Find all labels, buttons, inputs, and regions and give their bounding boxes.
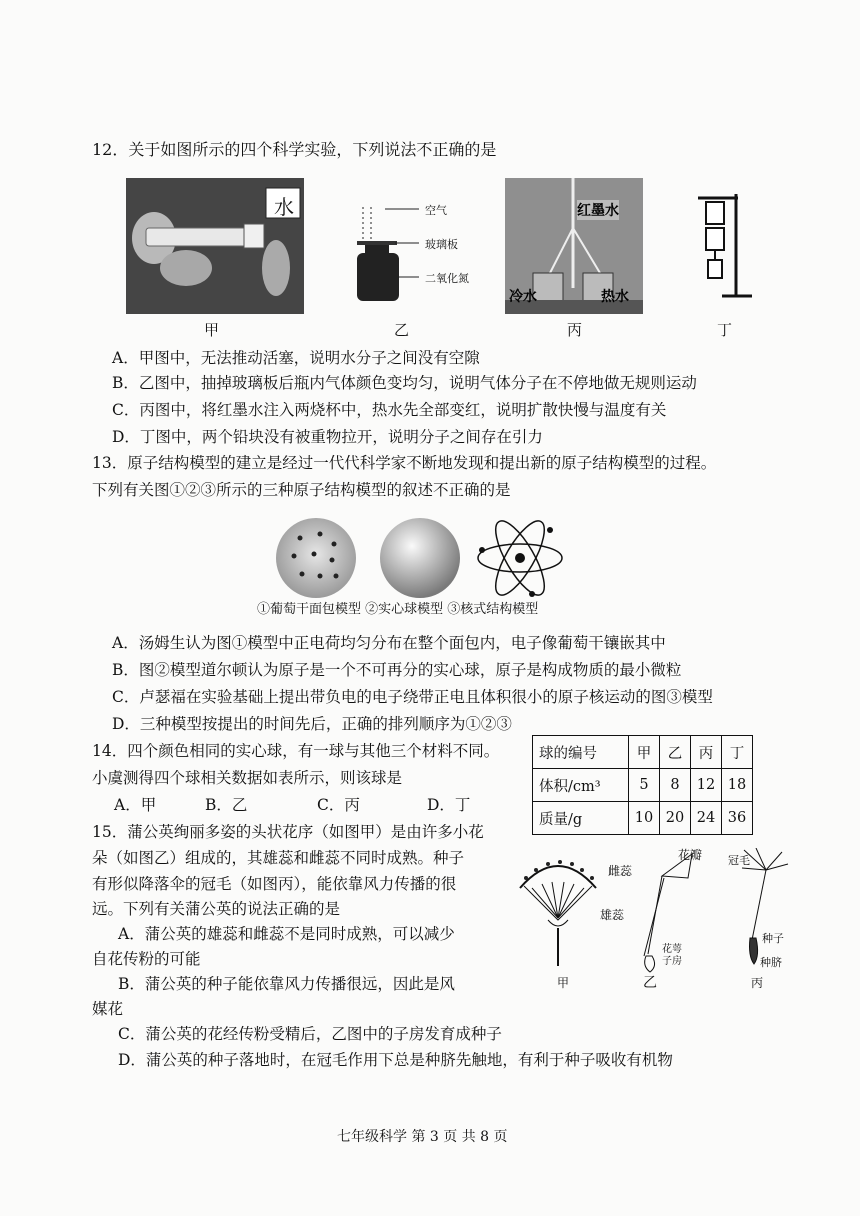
q15-stem-line4: 远。下列有关蒲公英的说法正确的是	[92, 900, 341, 918]
q15-option-d: D．蒲公英的种子落地时，在冠毛作用下总是种脐先触地，有利于种子吸收有机物	[118, 1051, 673, 1069]
q14-table-wrapper	[532, 735, 753, 835]
table-row	[533, 769, 753, 802]
q14-option-d: D．丁	[427, 796, 471, 814]
q13-caption: ①葡萄干面包模型 ②实心球模型 ③核式结构模型	[257, 602, 539, 617]
q12-option-c: C．丙图中，将红墨水注入两烧杯中，热水先全部变红，说明扩散快慢与温度有关	[112, 401, 667, 419]
q13-option-a: A．汤姆生认为图①模型中正电荷均匀分布在整个面包内，电子像葡萄干镶嵌其中	[112, 634, 666, 652]
table-header-cell: 丁	[722, 736, 753, 769]
q13-option-d: D．三种模型按提出的时间先后，正确的排列顺序为①②③	[112, 715, 512, 733]
table-cell: 24	[691, 802, 722, 835]
table-header-cell: 球的编号	[533, 736, 629, 769]
seed-label: 种子	[762, 932, 784, 945]
q13-stem-line1: 13．原子结构模型的建立是经过一代代科学家不断地发现和提出新的原子结构模型的过程。	[92, 454, 717, 472]
water-label: 水	[274, 195, 294, 219]
table-cell: 20	[660, 802, 691, 835]
q12-stem: 12．关于如图所示的四个科学实验，下列说法不正确的是	[92, 140, 497, 159]
table-header-cell: 乙	[660, 736, 691, 769]
air-label: 空气	[425, 204, 447, 217]
q15-option-b-line2: 媒花	[92, 1000, 124, 1018]
q12-figure-jia	[126, 178, 304, 314]
q15-stem-line1: 15．蒲公英绚丽多姿的头状花序（如图甲）是由许多小花	[92, 823, 484, 841]
q15-stem-line3: 有形似降落伞的冠毛（如图丙），能依靠风力传播的很	[92, 875, 457, 893]
q15-option-c: C．蒲公英的花经传粉受精后，乙图中的子房发育成种子	[118, 1025, 502, 1043]
q14-option-b: B．乙	[205, 796, 248, 814]
cold-water-label: 冷水	[509, 289, 537, 305]
table-row	[533, 802, 753, 835]
table-cell: 12	[691, 769, 722, 802]
q13-figure	[270, 516, 570, 600]
q15-option-b-line1: B．蒲公英的种子能依靠风力传播很远，因此是风	[118, 975, 455, 993]
ovary-label: 子房	[662, 956, 682, 967]
petal-label: 花瓣	[678, 848, 703, 862]
q14-data-table	[532, 735, 753, 835]
q12-label-yi: 乙	[394, 321, 410, 339]
q12-figure-bing	[505, 178, 643, 314]
q15-stem-line2: 朵（如图乙）组成的，其雄蕊和雌蕊不同时成熟。种子	[92, 849, 465, 867]
lead-blocks-diagram	[686, 192, 756, 302]
table-header-cell: 丙	[691, 736, 722, 769]
q14-option-a: A．甲	[114, 796, 157, 814]
q12-label-ding: 丁	[717, 321, 733, 339]
q15-label-yi: 乙	[643, 975, 657, 991]
table-cell: 18	[722, 769, 753, 802]
table-header-row	[533, 736, 753, 769]
q14-stem-line1: 14．四个颜色相同的实心球，有一球与其他三个材料不同。	[92, 742, 500, 760]
q15-figure	[512, 848, 812, 988]
table-cell: 8	[660, 769, 691, 802]
pappus-label: 冠毛	[728, 854, 750, 867]
pistil-label: 雌蕊	[608, 864, 633, 878]
q12-option-d: D．丁图中，两个铅块没有被重物拉开，说明分子之间存在引力	[112, 428, 543, 446]
q12-option-b: B．乙图中，抽掉玻璃板后瓶内气体颜色变均匀，说明气体分子在不停地做无规则运动	[112, 374, 697, 392]
table-cell: 体积/cm³	[533, 769, 629, 802]
table-cell: 36	[722, 802, 753, 835]
q15-label-jia: 甲	[557, 976, 570, 990]
q14-stem-line2: 小虞测得四个球相关数据如表所示，则该球是	[92, 769, 403, 787]
q13-stem-line2: 下列有关图①②③所示的三种原子结构模型的叙述不正确的是	[92, 481, 511, 499]
hilum-label: 种脐	[760, 956, 782, 969]
glass-plate-label: 玻璃板	[425, 238, 458, 251]
hot-water-label: 热水	[601, 289, 629, 305]
q15-label-bing: 丙	[751, 976, 764, 990]
table-cell: 质量/g	[533, 802, 629, 835]
q13-option-b: B．图②模型道尔顿认为原子是一个不可再分的实心球，原子是构成物质的最小微粒	[112, 661, 682, 679]
q12-label-jia: 甲	[204, 321, 220, 339]
table-cell: 10	[629, 802, 660, 835]
q15-option-a-line2: 自花传粉的可能	[92, 950, 201, 968]
q12-figure-ding	[686, 192, 756, 302]
table-header-cell: 甲	[629, 736, 660, 769]
stamen-label: 雄蕊	[600, 908, 625, 922]
sepal-label: 花萼	[662, 944, 682, 955]
page-footer: 七年级科学 第 3 页 共 8 页	[337, 1129, 508, 1145]
q12-figure-yi	[355, 195, 495, 310]
red-ink-label: 红墨水	[577, 200, 619, 220]
q13-option-c: C．卢瑟福在实验基础上提出带负电的电子绕带正电且体积很小的原子核运动的图③模型	[112, 688, 713, 706]
atom-models	[270, 516, 570, 600]
q12-label-bing: 丙	[567, 321, 583, 339]
q14-option-c: C．丙	[317, 796, 360, 814]
table-cell: 5	[629, 769, 660, 802]
q12-option-a: A．甲图中，无法推动活塞，说明水分子之间没有空隙	[112, 349, 480, 367]
q15-option-a-line1: A．蒲公英的雄蕊和雌蕊不是同时成熟，可以减少	[118, 925, 455, 943]
no2-label: 二氧化氮	[425, 272, 469, 285]
